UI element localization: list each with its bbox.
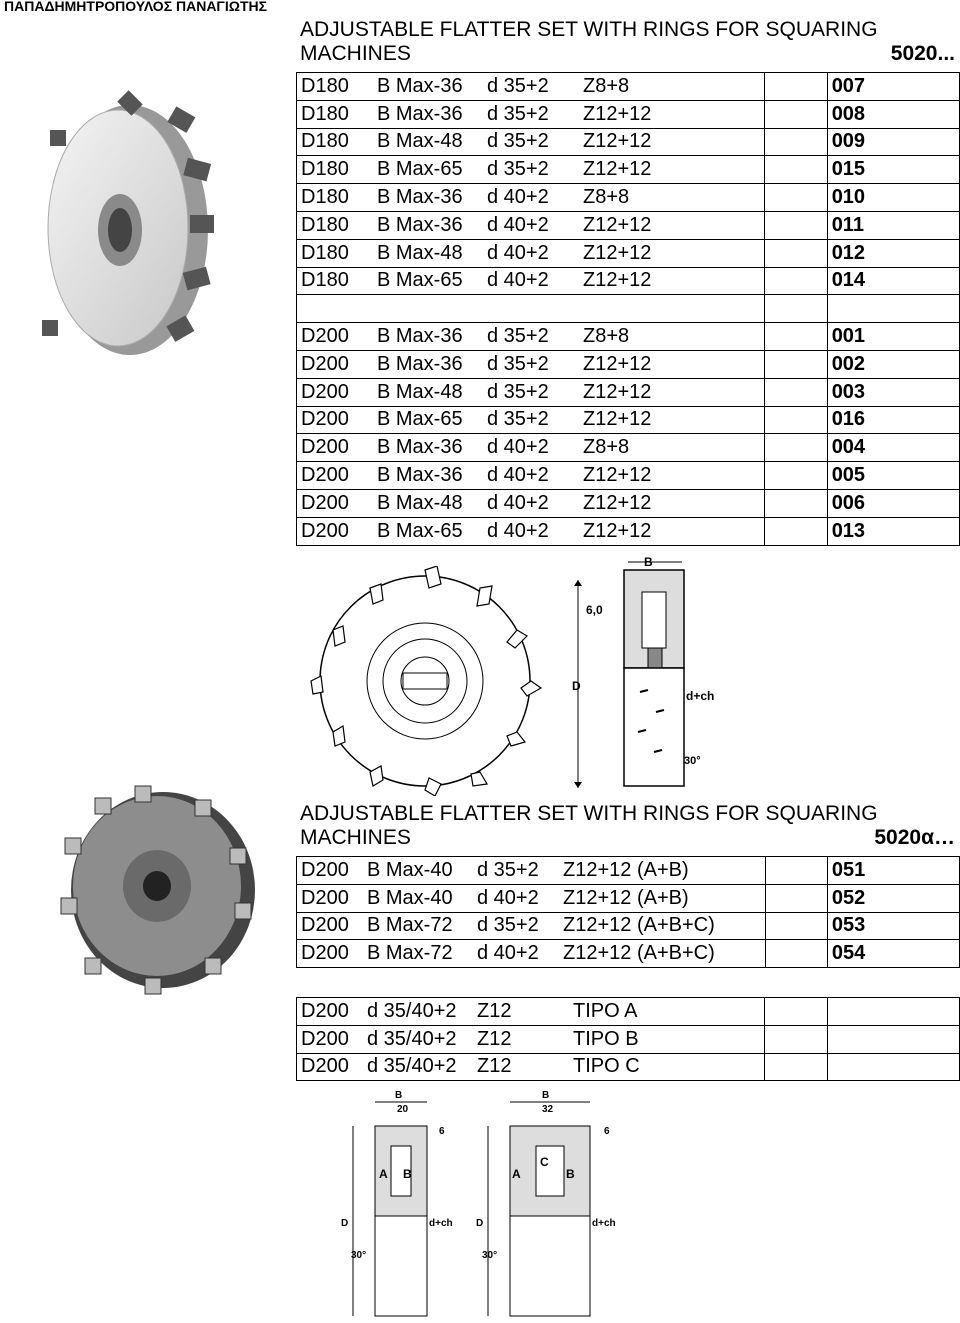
- table-row: [297, 73, 960, 101]
- right-d-label: D: [476, 1218, 484, 1229]
- left-d-label: D: [341, 1218, 349, 1229]
- left-a-label: A: [379, 1167, 388, 1181]
- right-b2-label: B: [566, 1167, 575, 1181]
- blank-cell: [765, 378, 828, 406]
- spec-part: d 35/40+2: [367, 1027, 457, 1050]
- spec-part: B Max-36: [377, 74, 463, 97]
- spec-cell: [297, 884, 766, 912]
- code-cell: 011: [827, 211, 959, 239]
- spec-cell: [297, 406, 765, 434]
- spec-cell: [297, 1053, 765, 1081]
- blank-cell: [765, 884, 827, 912]
- spec-cell: [297, 156, 765, 184]
- code-cell: [827, 295, 959, 323]
- spec-part: B Max-65: [377, 408, 463, 431]
- code-cell: 004: [827, 434, 959, 462]
- spec-part: Z12+12: [583, 130, 652, 153]
- spec-part: Z12+12 (A+B+C): [563, 914, 715, 937]
- code-cell: 009: [827, 128, 959, 156]
- section2-title-line2: MACHINES: [300, 826, 411, 849]
- spec-part: D180: [301, 241, 349, 264]
- blank-cell: [765, 239, 828, 267]
- table-row: [297, 267, 960, 295]
- spec-part: D200: [301, 436, 349, 459]
- spec-part: D200: [301, 942, 349, 965]
- table-row: [297, 350, 960, 378]
- spec-part: Z8+8: [583, 436, 630, 459]
- table-row: [297, 406, 960, 434]
- code-cell: [827, 998, 959, 1026]
- spec-part: B Max-36: [377, 325, 463, 348]
- table-row: [297, 128, 960, 156]
- spec-cell: [297, 912, 766, 940]
- spec-part: B Max-40: [367, 858, 453, 881]
- code-cell: [827, 1053, 959, 1081]
- left-b2-label: B: [403, 1167, 412, 1181]
- spec-part: D200: [301, 1027, 349, 1050]
- set-ab-drawing: [335, 1086, 465, 1321]
- code-cell: 013: [827, 517, 959, 545]
- blank-cell: [765, 912, 827, 940]
- cutter-photo-2: [45, 778, 265, 1003]
- spec-part: Z12: [477, 1055, 512, 1078]
- spec-part: D200: [301, 352, 349, 375]
- blank-cell: [765, 128, 828, 156]
- angle-label: 30°: [684, 755, 701, 767]
- spec-cell: [297, 211, 765, 239]
- spec-part: d 35+2: [477, 914, 539, 937]
- spec-cell: [297, 267, 765, 295]
- section2-title: [300, 802, 955, 850]
- code-cell: 051: [827, 857, 959, 885]
- code-cell: 008: [827, 100, 959, 128]
- spec-cell: [297, 295, 765, 323]
- blank-cell: [765, 73, 828, 101]
- blank-cell: [765, 1025, 828, 1053]
- spec-part: Z12+12 (A+B+C): [563, 942, 715, 965]
- spec-part: D180: [301, 158, 349, 181]
- spec-cell: [297, 100, 765, 128]
- spec-part: Z12+12: [583, 102, 652, 125]
- spec-part: D180: [301, 130, 349, 153]
- code-cell: 005: [827, 462, 959, 490]
- spec-cell: [297, 378, 765, 406]
- table-row: [297, 184, 960, 212]
- spec-part: d 35+2: [477, 858, 539, 881]
- table-row: [297, 434, 960, 462]
- section2-code: 5020α…: [874, 826, 955, 849]
- spec-part: D180: [301, 74, 349, 97]
- blank-cell: [765, 1053, 828, 1081]
- table-row: [297, 1025, 960, 1053]
- table-row: [297, 462, 960, 490]
- table-row: [297, 857, 960, 885]
- spec-cell: [297, 462, 765, 490]
- dim-d-label: D: [572, 679, 581, 693]
- spec-cell: [297, 323, 765, 351]
- spec-part: Z12+12: [583, 519, 652, 542]
- spec-part: B Max-48: [377, 491, 463, 514]
- right-c-label: C: [540, 1155, 549, 1169]
- spec-part: Z12+12: [583, 408, 652, 431]
- section1-title-line1: ADJUSTABLE FLATTER SET WITH RINGS FOR SQUARING: [300, 18, 878, 41]
- spec-part: Z12+12: [583, 352, 652, 375]
- spec-cell: [297, 517, 765, 545]
- table-row: [297, 489, 960, 517]
- left-angle-label: 30°: [351, 1250, 367, 1261]
- code-cell: 002: [827, 350, 959, 378]
- spec-cell: [297, 857, 766, 885]
- spec-part: B Max-65: [377, 519, 463, 542]
- blank-cell: [765, 295, 828, 323]
- spec-part: B Max-36: [377, 436, 463, 459]
- spec-part: d 35+2: [487, 74, 549, 97]
- spec-cell: [297, 434, 765, 462]
- blank-cell: [765, 489, 828, 517]
- table-row: [297, 211, 960, 239]
- blank-cell: [765, 184, 828, 212]
- blank-cell: [765, 267, 828, 295]
- spec-part: Z12+12: [583, 380, 652, 403]
- spec-part: D200: [301, 999, 349, 1022]
- spec-part: TIPO B: [573, 1027, 639, 1050]
- set-abc-drawing: [470, 1086, 630, 1321]
- spec-cell: [297, 940, 766, 968]
- spec-part: d 40+2: [487, 213, 549, 236]
- spec-cell: [297, 998, 765, 1026]
- spec-part: d 35/40+2: [367, 999, 457, 1022]
- spec-part: B Max-36: [377, 102, 463, 125]
- spec-part: D180: [301, 102, 349, 125]
- code-cell: 052: [827, 884, 959, 912]
- dim-6-label: 6,0: [586, 603, 603, 617]
- dim-b-label: B: [644, 555, 653, 569]
- spec-part: d 40+2: [487, 186, 549, 209]
- spec-part: D180: [301, 186, 349, 209]
- spec-part: Z12+12: [583, 213, 652, 236]
- spec-cell: [297, 350, 765, 378]
- spec-part: Z12+12: [583, 269, 652, 292]
- spec-part: Z8+8: [583, 186, 630, 209]
- spec-part: d 35+2: [487, 158, 549, 181]
- table-row: [297, 912, 960, 940]
- table-row: [297, 1053, 960, 1081]
- cutter-front-drawing: [295, 566, 555, 796]
- spec-part: d 40+2: [477, 886, 539, 909]
- spec-part: B Max-48: [377, 380, 463, 403]
- blank-cell: [765, 857, 827, 885]
- spec-part: d 40+2: [487, 241, 549, 264]
- right-b-label: B: [542, 1090, 550, 1101]
- spec-cell: [297, 73, 765, 101]
- company-header: ΠΑΠΑΔΗΜΗΤΡΟΠΟΥΛΟΣ ΠΑΝΑΓΙΩΤΗΣ: [4, 0, 268, 14]
- table-row: [297, 323, 960, 351]
- spec-part: D200: [301, 1055, 349, 1078]
- right-dch-label: d+ch: [592, 1218, 616, 1229]
- table-row: [297, 940, 960, 968]
- spec-part: d 40+2: [487, 464, 549, 487]
- section3-table: [296, 997, 960, 1081]
- table-row: [297, 517, 960, 545]
- code-cell: 006: [827, 489, 959, 517]
- cutter-side-drawing: [568, 552, 718, 792]
- code-cell: 053: [827, 912, 959, 940]
- code-cell: 012: [827, 239, 959, 267]
- blank-cell: [765, 211, 828, 239]
- code-cell: 003: [827, 378, 959, 406]
- spec-part: d 35+2: [487, 325, 549, 348]
- code-cell: 014: [827, 267, 959, 295]
- spec-part: Z12+12 (A+B): [563, 886, 689, 909]
- code-cell: 054: [827, 940, 959, 968]
- spec-part: B Max-65: [377, 158, 463, 181]
- spec-part: B Max-48: [377, 241, 463, 264]
- spec-cell: [297, 1025, 765, 1053]
- spec-part: TIPO A: [573, 999, 638, 1022]
- dim-dch-label: d+ch: [686, 689, 715, 703]
- spec-part: d 35+2: [487, 352, 549, 375]
- spec-part: d 35/40+2: [367, 1055, 457, 1078]
- spec-part: B Max-72: [367, 914, 453, 937]
- spec-part: Z12+12: [583, 241, 652, 264]
- blank-cell: [765, 940, 827, 968]
- spec-part: d 40+2: [477, 942, 539, 965]
- spec-part: D200: [301, 491, 349, 514]
- cutter-photo-1: [20, 70, 240, 380]
- table-row: [297, 884, 960, 912]
- blank-cell: [765, 406, 828, 434]
- section2-table: [296, 856, 960, 968]
- spec-part: D200: [301, 408, 349, 431]
- spec-cell: [297, 489, 765, 517]
- section1-code: 5020...: [890, 42, 955, 65]
- right-a-label: A: [512, 1167, 521, 1181]
- spec-cell: [297, 184, 765, 212]
- left-dch-label: d+ch: [429, 1218, 453, 1229]
- section2-title-line1: ADJUSTABLE FLATTER SET WITH RINGS FOR SQUARING: [300, 802, 878, 825]
- spec-part: D200: [301, 914, 349, 937]
- spec-part: D180: [301, 213, 349, 236]
- right-6-label: 6: [604, 1126, 610, 1137]
- blank-cell: [765, 462, 828, 490]
- blank-cell: [765, 100, 828, 128]
- spec-part: Z8+8: [583, 325, 630, 348]
- spec-part: B Max-72: [367, 942, 453, 965]
- spec-part: D200: [301, 325, 349, 348]
- blank-cell: [765, 434, 828, 462]
- spec-part: B Max-40: [367, 886, 453, 909]
- code-cell: 016: [827, 406, 959, 434]
- spec-part: d 35+2: [487, 102, 549, 125]
- table-row: [297, 378, 960, 406]
- spec-part: B Max-36: [377, 352, 463, 375]
- spec-cell: [297, 128, 765, 156]
- spec-part: B Max-36: [377, 186, 463, 209]
- code-cell: 001: [827, 323, 959, 351]
- spec-part: Z12+12: [583, 158, 652, 181]
- spec-part: D200: [301, 519, 349, 542]
- table-row: [297, 998, 960, 1026]
- spec-part: D200: [301, 858, 349, 881]
- blank-cell: [765, 517, 828, 545]
- spec-part: d 35+2: [487, 408, 549, 431]
- code-cell: 007: [827, 73, 959, 101]
- spec-part: Z12+12: [583, 464, 652, 487]
- spec-part: d 35+2: [487, 130, 549, 153]
- spec-part: Z12+12: [583, 491, 652, 514]
- spec-part: TIPO C: [573, 1055, 640, 1078]
- spec-part: B Max-36: [377, 213, 463, 236]
- code-cell: [827, 1025, 959, 1053]
- blank-cell: [765, 323, 828, 351]
- spec-part: d 40+2: [487, 519, 549, 542]
- left-6-label: 6: [439, 1126, 445, 1137]
- spec-part: D180: [301, 269, 349, 292]
- left-b-label: B: [395, 1090, 403, 1101]
- section1-title: [300, 18, 955, 66]
- blank-cell: [765, 998, 828, 1026]
- spec-part: Z12: [477, 999, 512, 1022]
- spec-part: Z12+12 (A+B): [563, 858, 689, 881]
- table-row: [297, 295, 960, 323]
- spec-part: Z8+8: [583, 74, 630, 97]
- spec-part: d 40+2: [487, 436, 549, 459]
- section1-table: [296, 72, 960, 546]
- left-20-label: 20: [397, 1104, 409, 1115]
- right-angle-label: 30°: [482, 1250, 498, 1261]
- spec-part: D200: [301, 380, 349, 403]
- spec-part: d 40+2: [487, 491, 549, 514]
- spec-part: Z12: [477, 1027, 512, 1050]
- spec-part: d 40+2: [487, 269, 549, 292]
- section1-title-line2: MACHINES: [300, 42, 411, 65]
- table-row: [297, 100, 960, 128]
- blank-cell: [765, 156, 828, 184]
- spec-part: B Max-65: [377, 269, 463, 292]
- table-row: [297, 156, 960, 184]
- spec-part: d 35+2: [487, 380, 549, 403]
- spec-part: D200: [301, 886, 349, 909]
- spec-part: B Max-36: [377, 464, 463, 487]
- right-32-label: 32: [542, 1104, 554, 1115]
- spec-part: B Max-48: [377, 130, 463, 153]
- table-row: [297, 239, 960, 267]
- spec-cell: [297, 239, 765, 267]
- code-cell: 010: [827, 184, 959, 212]
- code-cell: 015: [827, 156, 959, 184]
- blank-cell: [765, 350, 828, 378]
- spec-part: D200: [301, 464, 349, 487]
